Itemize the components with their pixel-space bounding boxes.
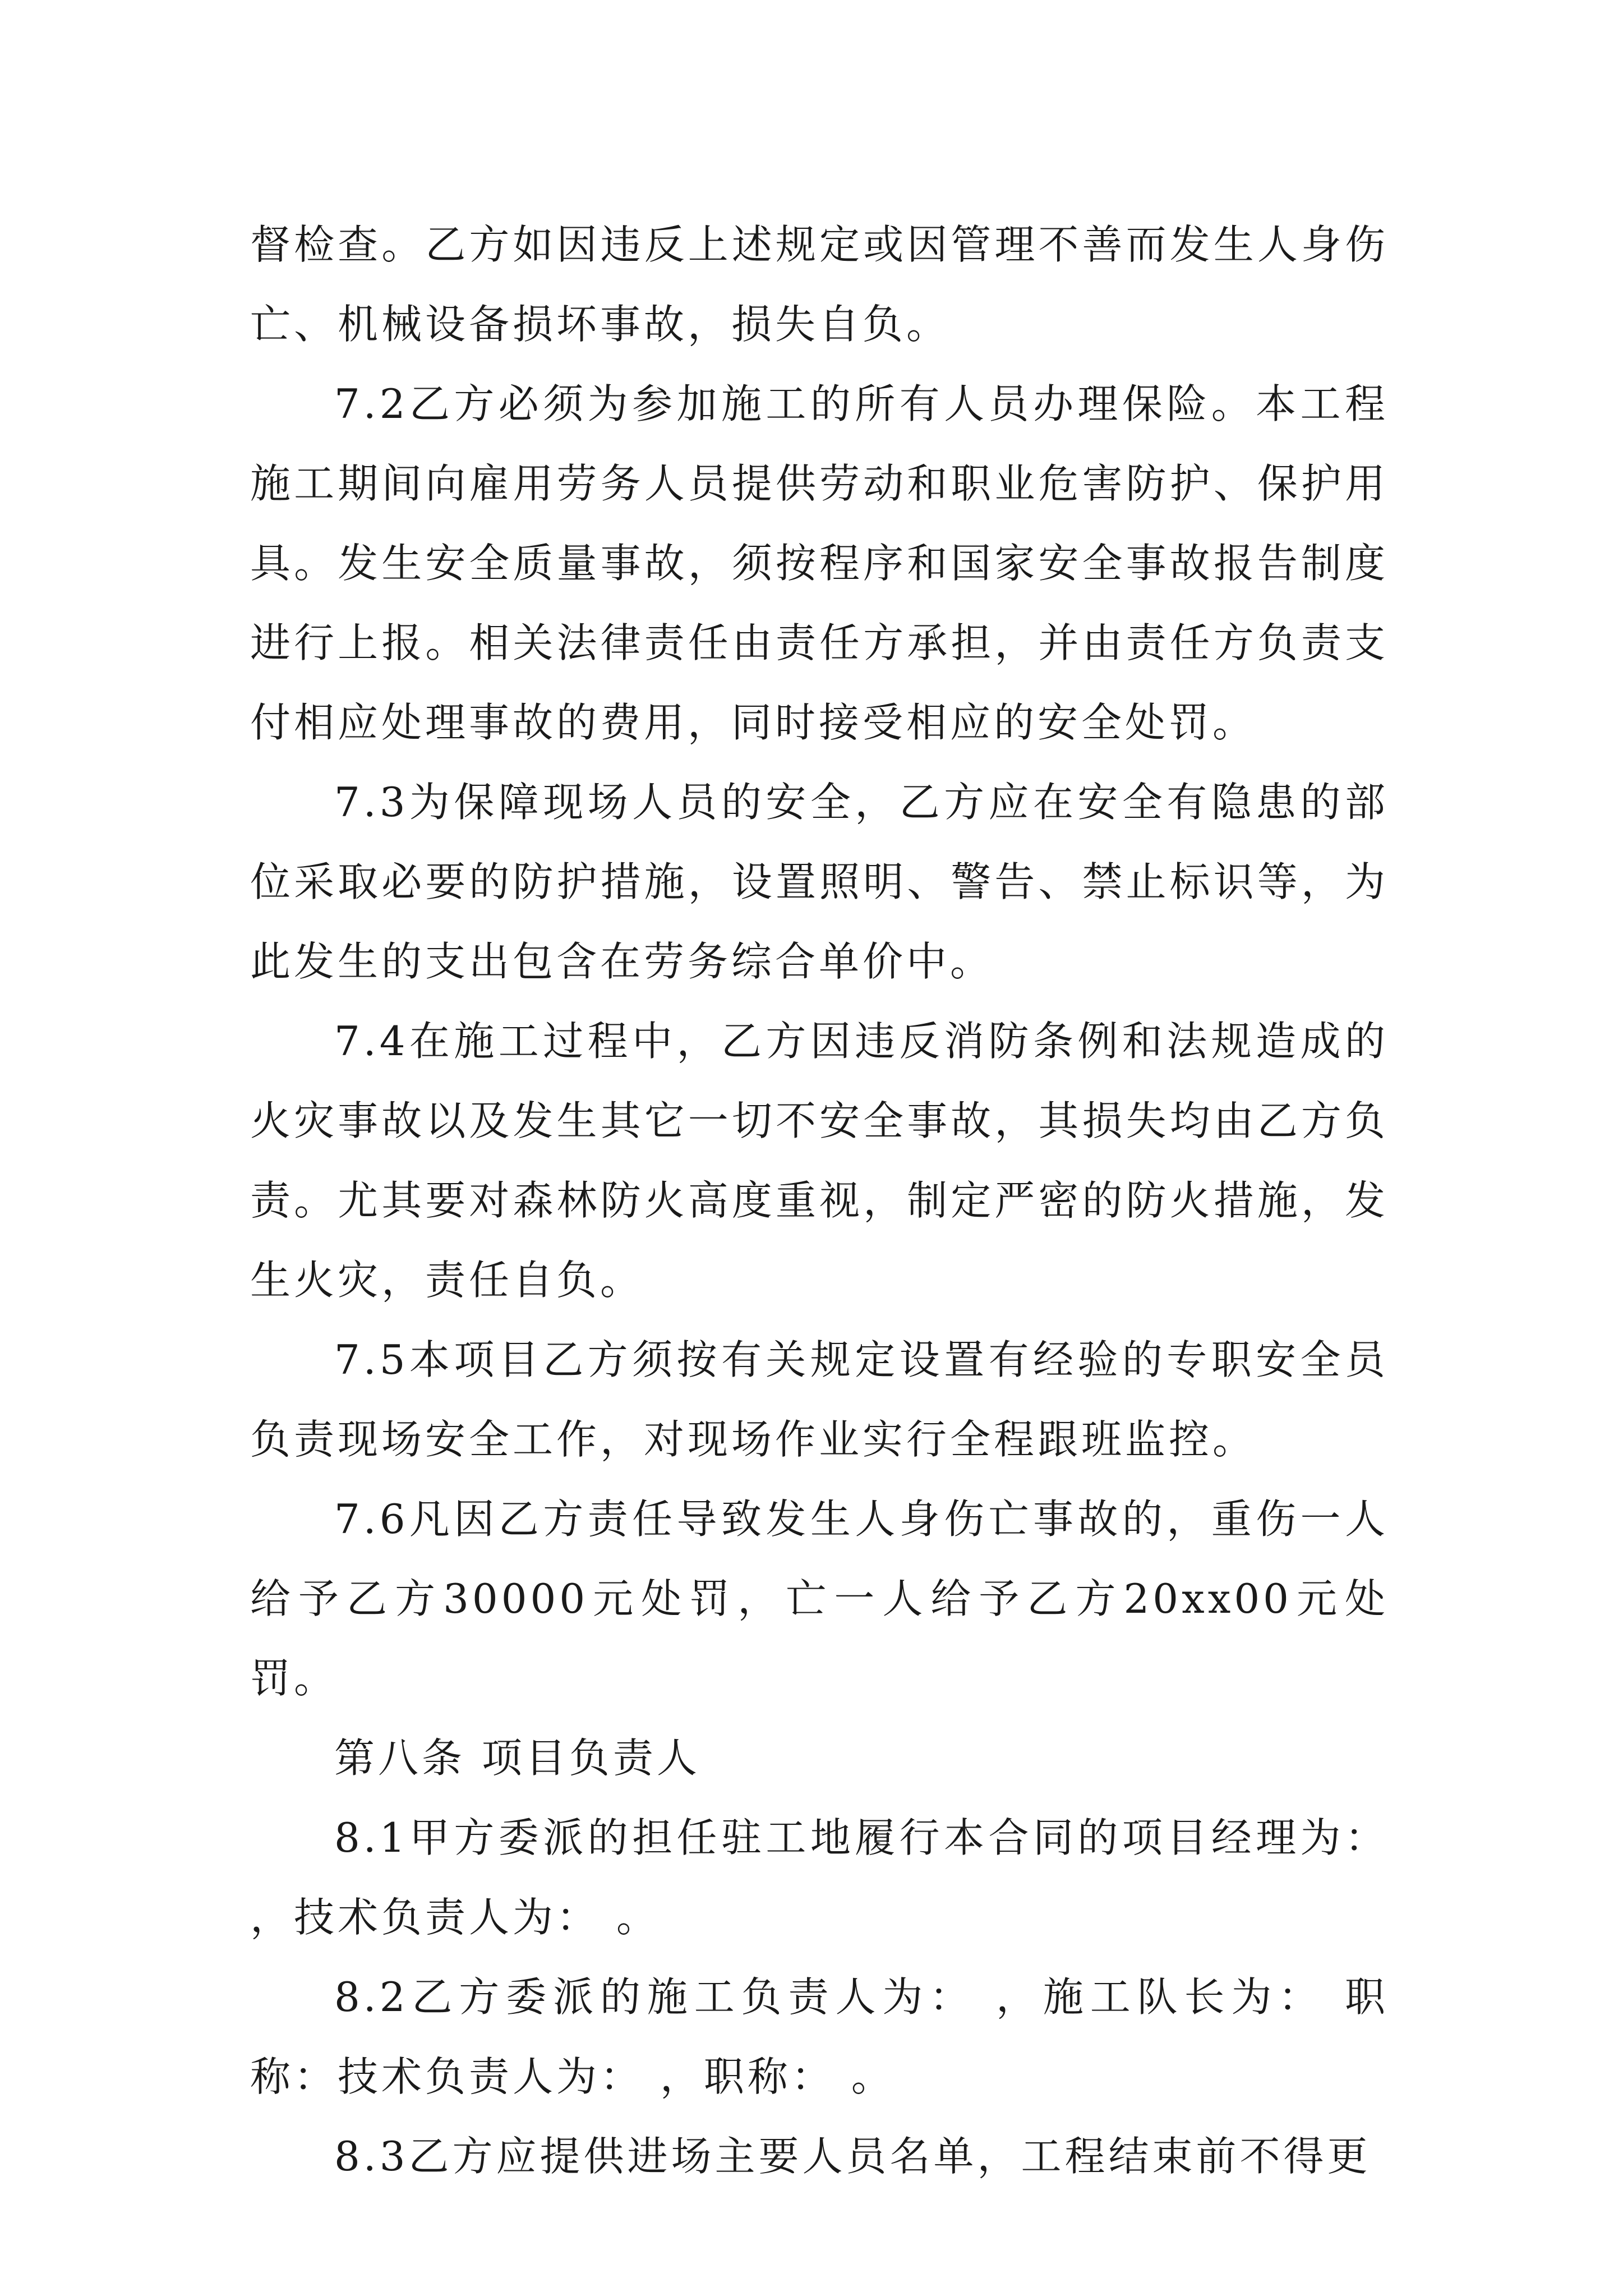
- paragraph-7-5: 7.5本项目乙方须按有关规定设置有经验的专职安全员负责现场安全工作，对现场作业实行全程跟班监控。: [250, 1336, 1389, 1463]
- paragraph-8-3: 8.3乙方应提供进场主要人员名单，工程结束前不得更: [334, 2133, 1371, 2180]
- paragraph-8-2: 8.2乙方委派的施工负责人为： ，施工队长为： 职称：技术负责人为： ，职称： 。: [250, 1973, 1389, 2100]
- paragraph-7-2: 7.2乙方必须为参加施工的所有人员办理保险。本工程施工期间向雇用劳务人员提供劳动和职业危害防护、保护用具。发生安全质量事故，须按程序和国家安全事故报告制度进行上报。相关法律责任由责任方承担，并由责任方负责支付相应处理事故的费用，同时接受相应的安全处罚。: [250, 380, 1389, 746]
- paragraph-7-6: 7.6凡因乙方责任导致发生人身伤亡事故的，重伤一人给予乙方30000元处罚，亡一人给予乙方20xx00元处罚。: [250, 1496, 1389, 1702]
- paragraph-7-3: 7.3为保障现场人员的安全，乙方应在安全有隐患的部位采取必要的防护措施，设置照明、警告、禁止标识等，为此发生的支出包含在劳务综合单价中。: [250, 779, 1389, 985]
- section-heading-article-8: 第八条 项目负责人: [334, 1734, 700, 1782]
- paragraph-7-1-continued: 督检查。乙方如因违反上述规定或因管理不善而发生人身伤亡、机械设备损坏事故，损失自负。: [250, 221, 1389, 348]
- paragraph-7-4: 7.4在施工过程中，乙方因违反消防条例和法规造成的火灾事故以及发生其它一切不安全事故，其损失均由乙方负责。尤其要对森林防火高度重视，制定严密的防火措施，发生火灾，责任自负。: [250, 1018, 1389, 1304]
- document-body: [250, 205, 1389, 2196]
- paragraph-8-1: 8.1甲方委派的担任驻工地履行本合同的项目经理为： ，技术负责人为： 。: [250, 1814, 1389, 1941]
